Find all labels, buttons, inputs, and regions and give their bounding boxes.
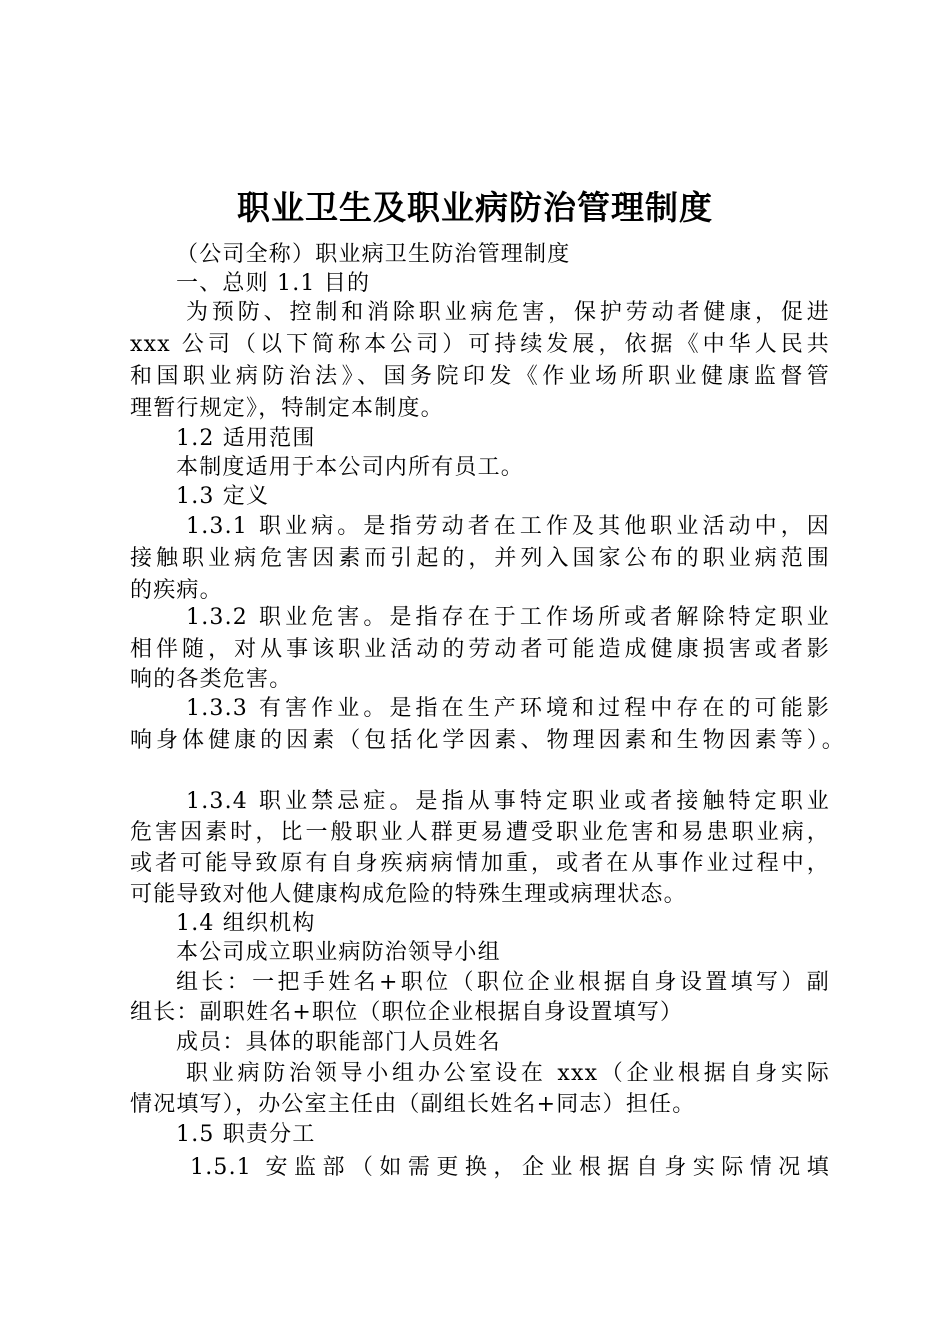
paragraph-line: 职业病防治领导小组办公室设在 xxx（企业根据自身实际 [186,1061,830,1086]
section-heading: 1.2 适用范围 [176,426,316,451]
paragraph-line: 本制度适用于本公司内所有员工。 [176,455,525,480]
document-title: 职业卫生及职业病防治管理制度 [237,188,713,227]
paragraph-line: 的疾病。 [130,578,223,603]
paragraph-line: 组长：副职姓名+职位（职位企业根据自身设置填写） [130,1000,684,1025]
section-heading: 1.3 定义 [176,484,270,509]
paragraph-line: xxx 公司（以下简称本公司）可持续发展，依据《中华人民共 [130,332,830,357]
paragraph-line: 理暂行规定》，特制定本制度。 [130,396,444,421]
paragraph-line: 成员：具体的职能部门人员姓名 [176,1030,501,1055]
paragraph-line: 危害因素时，比一般职业人群更易遭受职业危害和易患职业病， [130,820,830,845]
paragraph-line: 组长：一把手姓名+职位（职位企业根据自身设置填写）副 [176,970,830,995]
paragraph-line: 1.3.4 职业禁忌症。是指从事特定职业或者接触特定职业 [186,789,830,814]
paragraph-line: 或者可能导致原有自身疾病病情加重，或者在从事作业过程中， [130,851,830,876]
paragraph-line: 相伴随，对从事该职业活动的劳动者可能造成健康损害或者影 [130,637,830,662]
paragraph-line: 接触职业病危害因素而引起的，并列入国家公布的职业病范围 [130,546,830,571]
section-heading: 1.5 职责分工 [176,1122,316,1147]
paragraph-line: 1.3.1 职业病。是指劳动者在工作及其他职业活动中，因 [186,514,830,539]
section-heading: 一、总则 1.1 目的 [176,271,371,296]
paragraph-line: 响的各类危害。 [130,667,293,692]
paragraph-line: 1.3.3 有害作业。是指在生产环境和过程中存在的可能影 [186,696,830,721]
paragraph-line: 响身体健康的因素（包括化学因素、物理因素和生物因素等）。 [130,728,845,753]
paragraph-line: 和国职业病防治法》、国务院印发《作业场所职业健康监督管 [130,364,830,389]
paragraph-line: 为预防、控制和消除职业病危害，保护劳动者健康，促进 [186,300,830,325]
subtitle: （公司全称）职业病卫生防治管理制度 [176,242,571,267]
section-heading: 1.4 组织机构 [176,911,316,936]
paragraph-line: 本公司成立职业病防治领导小组 [176,940,501,965]
paragraph-line: 可能导致对他人健康构成危险的特殊生理或病理状态。 [130,882,687,907]
paragraph-line: 1.5.1 安监部（如需更换，企业根据自身实际情况填 [190,1155,830,1180]
paragraph-line: 情况填写），办公室主任由（副组长姓名+同志）担任。 [130,1092,696,1117]
paragraph-line: 1.3.2 职业危害。是指存在于工作场所或者解除特定职业 [186,605,830,630]
